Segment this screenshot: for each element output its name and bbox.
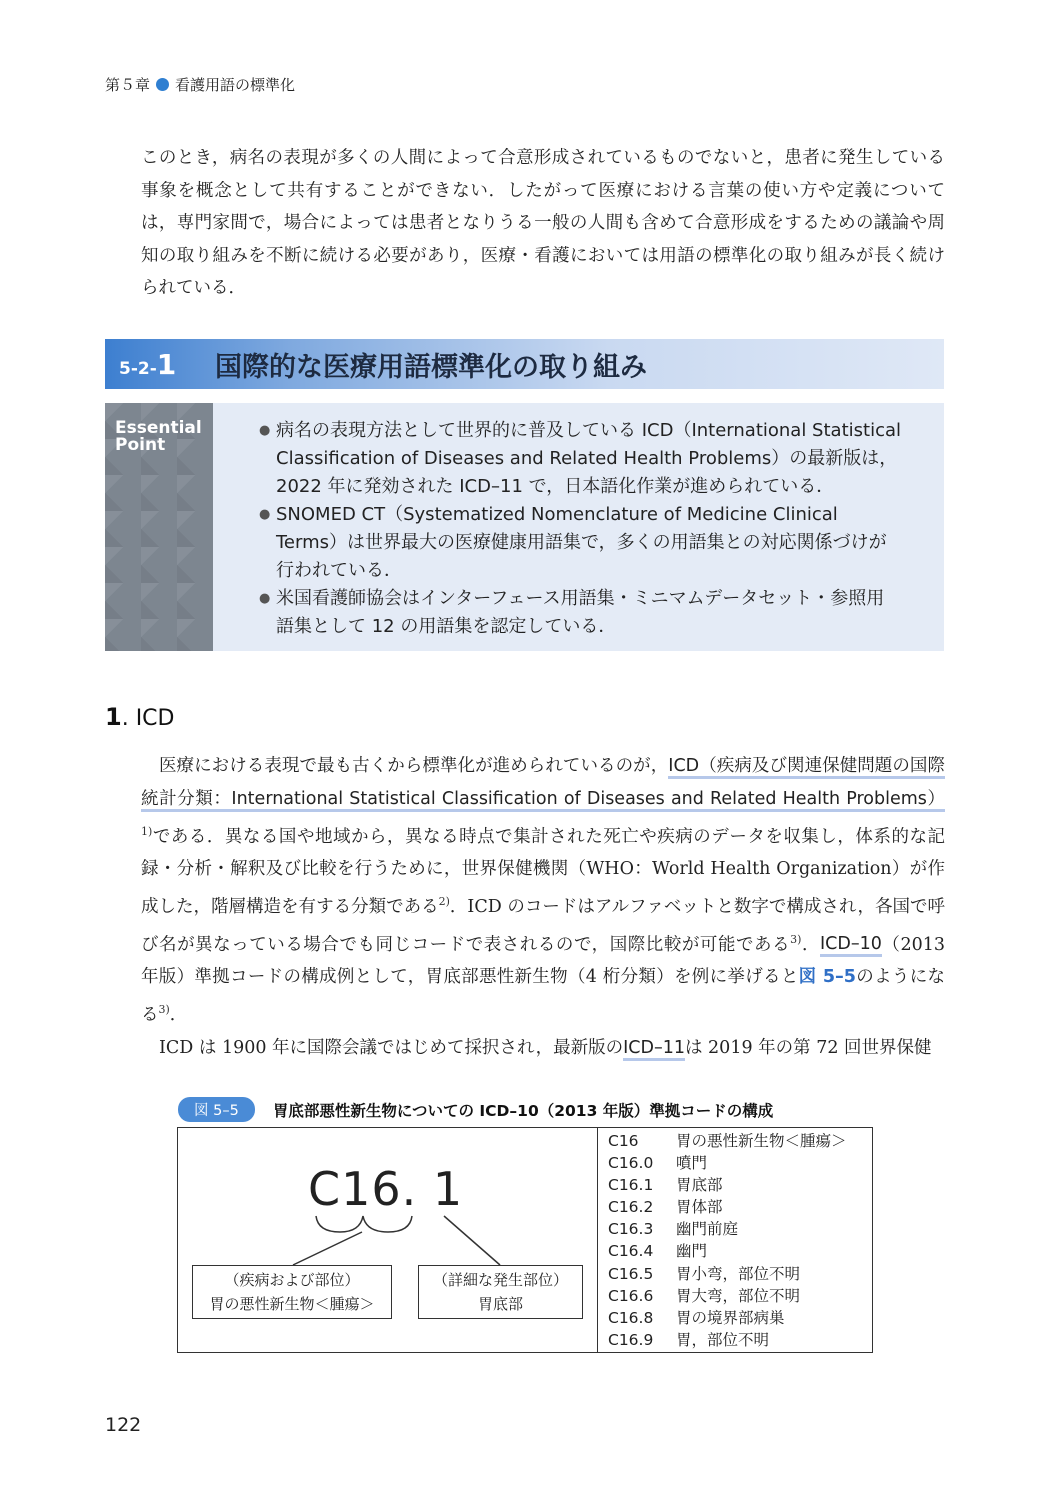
code-structure-diagram <box>178 1128 598 1352</box>
figure-caption <box>178 1097 773 1122</box>
connector-lines <box>178 1128 598 1354</box>
list-item: C16.5 胃小弯，部位不明 <box>608 1264 801 1283</box>
connector-line-left <box>293 1232 362 1265</box>
term-icd: ICD（疾病及び関連保健問題の国際統計分類：International Statistical Classification of Diseases and Related Health Problems） <box>141 756 945 812</box>
page-number: 122 <box>105 1414 142 1436</box>
list-item: ● 病名の表現方法として世界的に普及している ICD（International Statistical Classification of Diseases and Related Health Problems）の最新版は，2022 年に発効された ICD–11 で，日本語化作業が進められている． <box>259 417 901 501</box>
list-item: C16.4 幽門 <box>608 1242 708 1261</box>
essential-point-list <box>213 403 901 651</box>
subsection-heading: 1. ICD <box>105 703 175 731</box>
list-item: C16.9 胃，部位不明 <box>608 1330 770 1349</box>
section-header <box>105 339 944 389</box>
disease-site-box: （疾病および部位） 胃の悪性新生物＜腫瘍＞ <box>192 1265 392 1319</box>
list-item: C16.6 胃大弯，部位不明 <box>608 1286 801 1305</box>
list-item: ● SNOMED CT（Systematized Nomenclature of Medicine Clinical Terms）は世界最大の医療健康用語集で，多くの用語集との対応関係づけが行われている． <box>259 501 901 585</box>
list-item: C16.3 幽門前庭 <box>608 1220 739 1239</box>
list-item: ● 米国看護師協会はインターフェース用語集・ミニマムデータセット・参照用語集として 12 の用語集を認定している． <box>259 585 901 641</box>
detail-site-box: （詳細な発生部位） 胃底部 <box>418 1265 583 1319</box>
list-item: C16.1 胃底部 <box>608 1176 723 1195</box>
code-list <box>598 1128 847 1352</box>
intro-paragraph: このとき，病名の表現が多くの人間によって合意形成されているものでないと，患者に発生している事象を概念として共有することができない．したがって医療における言葉の使い方や定義については，専門家間で，場合によっては患者となりうる一般の人間も含めて合意形成をするための議論や周知の取り組みを不断に続ける必要があり，医療・看護においては用語の標準化の取り組みが長く続けられている． <box>141 148 945 298</box>
list-item: C16.2 胃体部 <box>608 1198 723 1217</box>
example-code: C16. 1 <box>308 1162 464 1216</box>
essential-point-box <box>105 403 944 651</box>
list-item: C16 胃の悪性新生物＜腫瘍＞ <box>608 1132 847 1150</box>
figure-5-5 <box>177 1127 873 1353</box>
section-title: 国際的な医療用語標準化の取り組み <box>215 351 647 383</box>
figure-title: 胃底部悪性新生物についての ICD–10（2013 年版）準拠コードの構成 <box>272 1101 774 1120</box>
paragraph: 医療における表現で最も古くから標準化が進められているのが，ICD（疾病及び関連保健問題の国際統計分類：International Statistical Classification of Diseases and Related Health Problems）$^{1)}$である．異なる国や地域から，異なる時点で集計された死亡や疾病のデータを収集し，体系的な記録・分析・解釈及び比較を行うために，世界保健機関（WHO：World Health Organization）が作成した，階層構造を有する分類である$^{2)}$．ICD のコードはアルファベットと数字で構成され，各国で呼び名が異なっている場合でも同じコードで表されるので，国際比較が可能である$^{3)}$．ICD–10（2013 年版）準拠コードの構成例として，胃底部悪性新生物（4 桁分類）を例に挙げると図 5–5のようになる$^{3)}$． <box>141 756 946 1025</box>
body-text <box>141 750 945 1064</box>
figure-reference: 図 5–5 <box>798 967 856 988</box>
essential-point-label: Essential Point <box>105 403 213 651</box>
term-icd10: ICD–10 <box>820 934 882 957</box>
chapter-label: 第５章 <box>105 76 151 94</box>
list-item: C16.0 噴門 <box>608 1154 708 1173</box>
connector-line-right <box>444 1216 500 1265</box>
brace-shape <box>316 1216 412 1232</box>
bullet-dot-icon <box>156 78 169 91</box>
term-icd11: ICD–11 <box>623 1038 685 1061</box>
figure-tag: 図 5–5 <box>178 1097 255 1122</box>
paragraph: ICD は 1900 年に国際会議ではじめて採択され，最新版のICD–11は 2019 年の第 72 回世界保健 <box>141 1032 945 1065</box>
chapter-title: 看護用語の標準化 <box>175 76 296 94</box>
running-head <box>105 74 295 95</box>
list-item: C16.8 胃の境界部病巣 <box>608 1308 785 1327</box>
section-number: 5-2-1 <box>119 347 177 381</box>
